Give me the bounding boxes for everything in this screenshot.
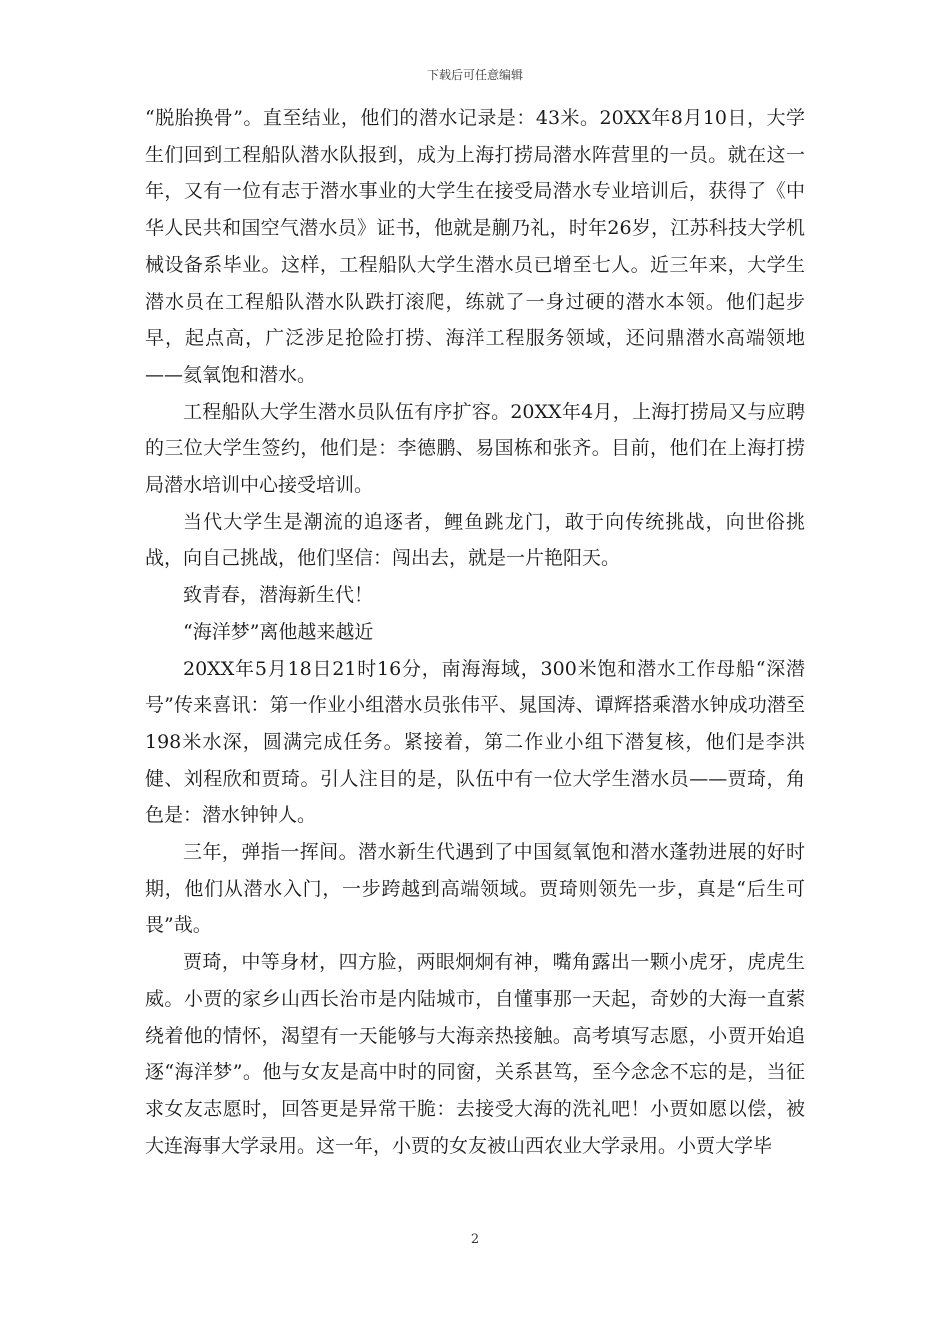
paragraph-3: 当代大学生是潮流的追逐者，鲤鱼跳龙门，敢于向传统挑战，向世俗挑战，向自己挑战，他们坚信：闯出去，就是一片艳阳天。 (145, 510, 805, 570)
page-number: 2 (470, 1232, 480, 1247)
paragraph-7: 三年，弹指一挥间。潜水新生代遇到了中国氦氧饱和潜水蓬勃进展的好时期，他们从潜水入门，一步跨越到高端领域。贾琦则领先一步，真是“后生可畏”哉。 (145, 841, 805, 937)
paragraph-1: “脱胎换骨”。直至结业，他们的潜水记录是：43米。20XX年8月10日，大学生们回到工程船队潜水队报到，成为上海打捞局潜水阵营里的一员。就在这一年，又有一位有志于潜水事业的大学生在接受局潜水专业培训后，获得了《中华人民共和国空气潜水员》证书，他就是蒯乃礼，时年26岁，江苏科技大学机械设备系毕业。这样，工程船队大学生潜水员已增至七人。近三年来，大学生潜水员在工程船队潜水队跌打滚爬，练就了一身过硬的潜水本领。他们起步早，起点高，广泛涉足抢险打捞、海洋工程服务领域，还问鼎潜水高端领地——氦氧饱和潜水。 (145, 107, 805, 386)
paragraph-6: 20XX年5月18日21时16分，南海海域，300米饱和潜水工作母船“深潜号”传来喜讯：第一作业小组潜水员张伟平、晁国涛、谭辉搭乘潜水钟成功潜至198米水深，圆满完成任务。紧接着，第二作业小组下潜复核，他们是李洪健、刘程欣和贾琦。引人注目的是，队伍中有一位大学生潜水员——贾琦，角色是：潜水钟钟人。 (145, 657, 805, 827)
section-heading: “海洋梦”离他越来越近 (183, 620, 374, 643)
page-header: 下载后可任意编辑 (426, 68, 523, 82)
paragraph-4: 致青春，潜海新生代！ (183, 584, 374, 607)
paragraph-8: 贾琦，中等身材，四方脸，两眼炯炯有神，嘴角露出一颗小虎牙，虎虎生威。小贾的家乡山西长治市是内陆城市，自懂事那一天起，奇妙的大海一直萦绕着他的情怀，渴望有一天能够与大海亲热接触。高考填写志愿，小贾开始追逐“海洋梦”。他与女友是高中时的同窗，关系甚笃，至今念念不忘的是，当征求女友志愿时，回答更是异常干脆：去接受大海的洗礼吧！小贾如愿以偿，被大连海事大学录用。这一年，小贾的女友被山西农业大学录用。小贾大学毕 (145, 951, 805, 1157)
document-body (145, 100, 805, 1164)
paragraph-2: 工程船队大学生潜水员队伍有序扩容。20XX年4月，上海打捞局又与应聘的三位大学生签约，他们是：李德鹏、易国栋和张齐。目前，他们在上海打捞局潜水培训中心接受培训。 (145, 400, 805, 497)
